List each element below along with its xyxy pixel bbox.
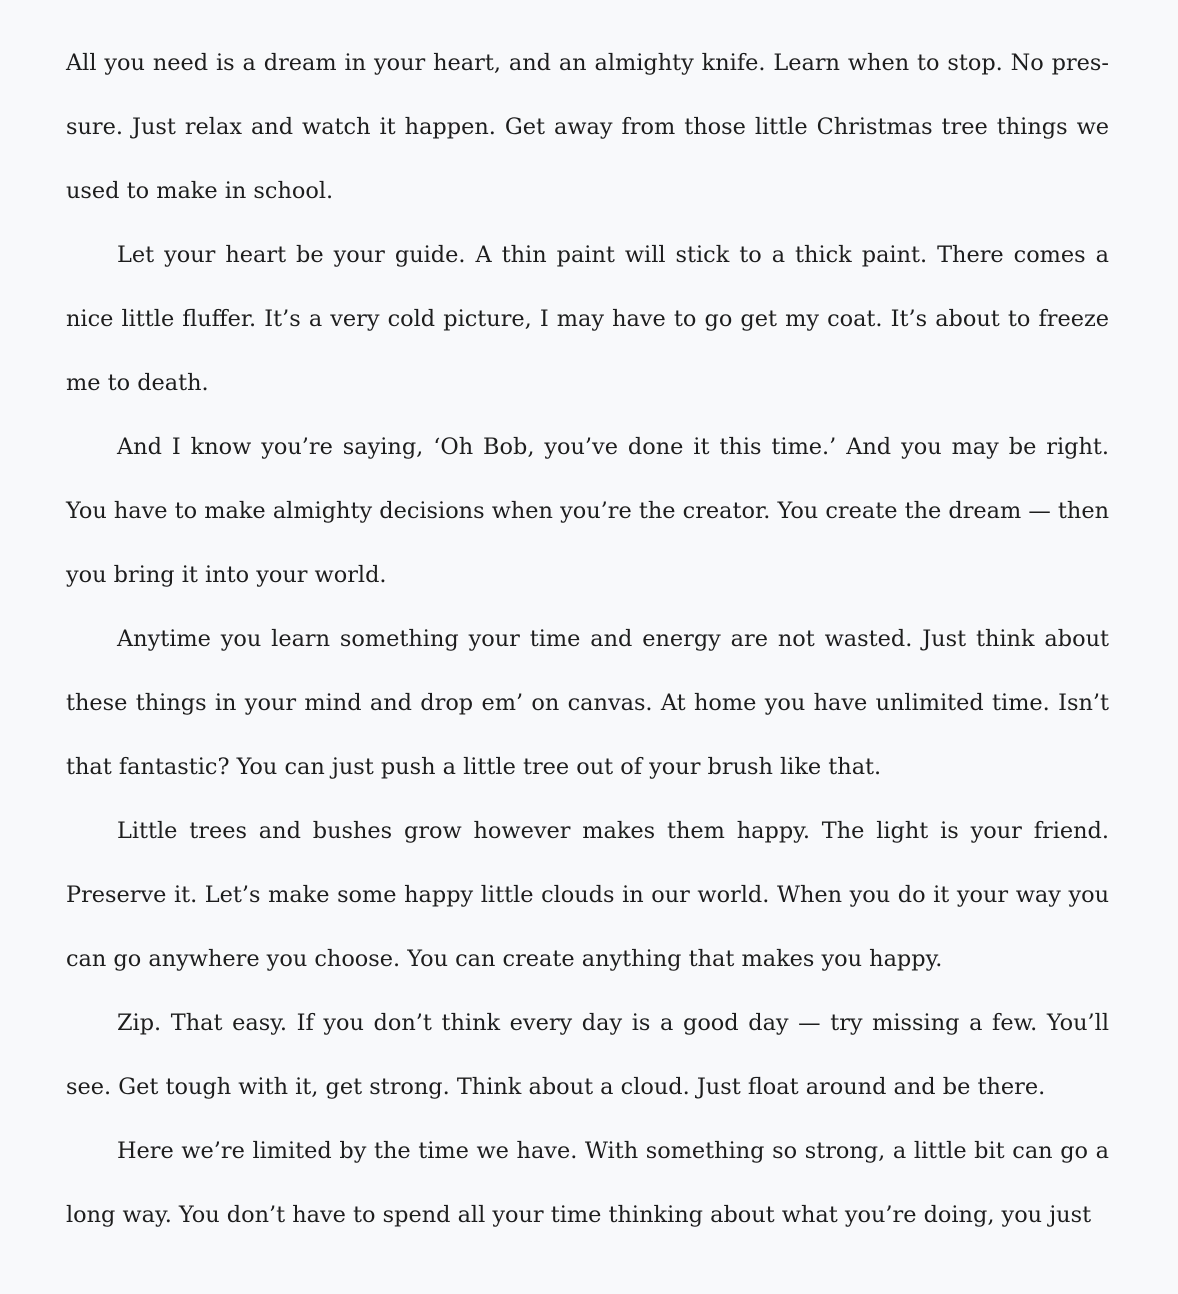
paragraph-5: Little trees and bushes grow however makes them happy. The light is your friend. Preserve it. Let’s make some happy little clouds in our world. When you do it your way you can go anywhere you choose. You can create anything that makes you happy.	[66, 818, 1109, 972]
paragraph-1: All you need is a dream in your heart, and an almighty knife. Learn when to stop. No pressure. Just relax and watch it happen. Get away from those little Christmas tree things we used to make in school.	[66, 50, 1109, 204]
paragraph-6: Zip. That easy. If you don’t think every day is a good day — try missing a few. You’ll see. Get tough with it, get strong. Think about a cloud. Just float around and be there.	[66, 1010, 1109, 1100]
paragraph-3: And I know you’re saying, ‘Oh Bob, you’ve done it this time.’ And you may be right. You have to make almighty decisions when you’re the creator. You create the dream — then you bring it into your world.	[66, 434, 1109, 588]
paragraph-2: Let your heart be your guide. A thin paint will stick to a thick paint. There comes a nice little fluffer. It’s a very cold picture, I may have to go get my coat. It’s about to freeze me to death.	[66, 242, 1109, 396]
paragraph-7: Here we’re limited by the time we have. With something so strong, a little bit can go a long way. You don’t have to spend all your time thinking about what you’re doing, you just	[66, 1138, 1109, 1228]
document-body	[66, 31, 1109, 1247]
paragraph-4: Anytime you learn something your time and energy are not wasted. Just think about these things in your mind and drop em’ on canvas. At home you have unlimited time. Isn’t that fantastic? You can just push a little tree out of your brush like that.	[66, 626, 1109, 780]
